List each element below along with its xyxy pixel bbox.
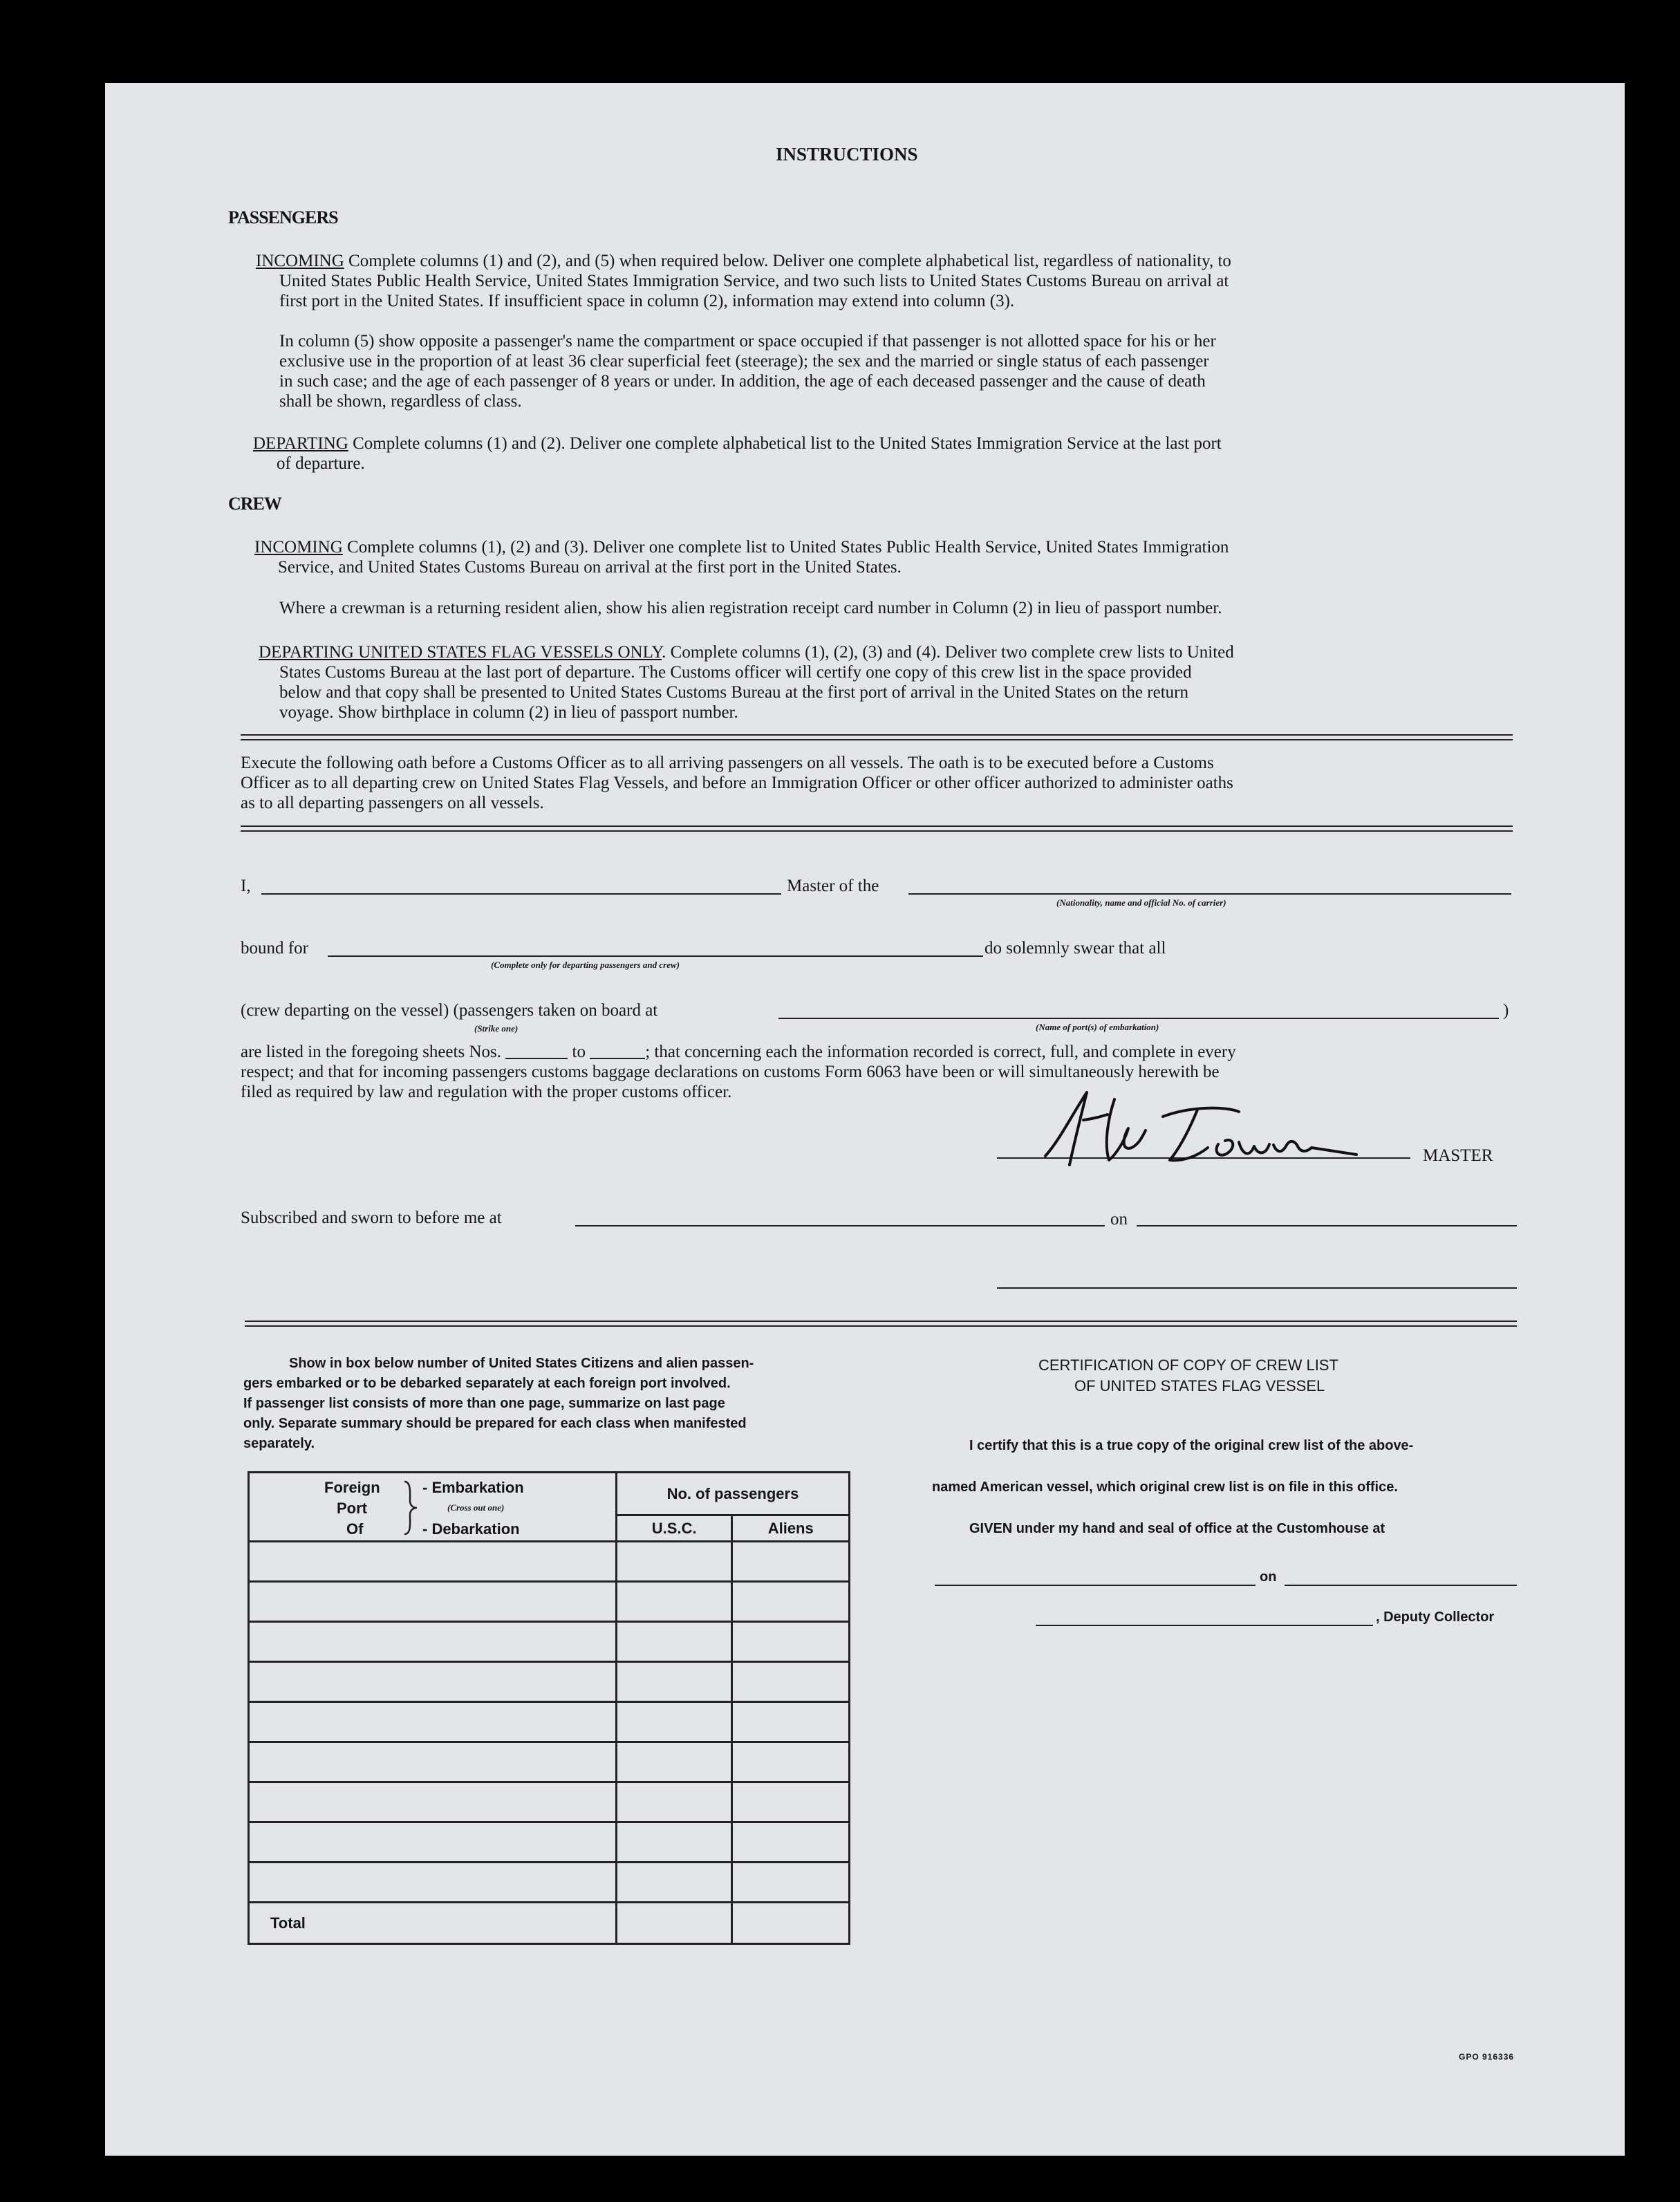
usc-cell[interactable] (616, 1702, 732, 1742)
summary-instructions-line: separately. (243, 1436, 315, 1451)
embarkation-port-field[interactable] (778, 1018, 1499, 1019)
of-label: Of (346, 1520, 364, 1538)
section-divider (241, 825, 1513, 832)
usc-cell[interactable] (616, 1822, 732, 1863)
section-divider (241, 734, 1513, 740)
aliens-header: Aliens (732, 1515, 850, 1542)
crew-departing-line: below and that copy shall be presented to United States Customs Bureau at the first port of arrival in the United States on the return (279, 683, 1188, 702)
crew-departing-label: DEPARTING UNITED STATES FLAG VESSELS ONLY (259, 643, 662, 662)
passenger-summary-table (248, 1471, 850, 1945)
aliens-cell[interactable] (732, 1702, 850, 1742)
carrier-field[interactable] (908, 893, 1511, 895)
summary-instructions-line: If passenger list consists of more than one page, summarize on last page (243, 1396, 725, 1411)
aliens-cell[interactable] (732, 1662, 850, 1702)
oath-instructions-line: as to all departing passengers on all vessels. (241, 794, 544, 812)
sworn-date-field[interactable] (1137, 1225, 1517, 1226)
table-row (249, 1822, 850, 1863)
column5-line: In column (5) show opposite a passenger's name the compartment or space occupied if that passenger is not allotted space for his or her (279, 332, 1216, 351)
sheet-to-label: to (572, 1043, 586, 1061)
certification-on-label: on (1260, 1569, 1277, 1585)
oath-filed-line: filed as required by law and regulation with the proper customs officer. (241, 1083, 732, 1101)
passengers-heading: PASSENGERS (228, 207, 338, 227)
usc-cell[interactable] (616, 1662, 732, 1702)
bound-for-caption: (Complete only for departing passengers and crew) (491, 960, 680, 970)
port-cell[interactable] (249, 1863, 617, 1903)
sworn-on-label: on (1110, 1210, 1128, 1229)
strike-one-caption: (Strike one) (474, 1023, 519, 1034)
form-sheet (105, 83, 1625, 2156)
handwritten-signature (1032, 1079, 1391, 1175)
cross-out-caption: (Cross out one) (447, 1502, 505, 1513)
port-cell[interactable] (249, 1822, 617, 1863)
passengers-departing-label: DEPARTING (253, 434, 348, 453)
master-of-the-label: Master of the (787, 877, 879, 895)
summary-instructions-line: Show in box below number of United States Citizens and alien passen- (289, 1356, 754, 1371)
sheet-from-field[interactable] (505, 1058, 568, 1059)
column5-line: in such case; and the age of each passenger of 8 years or under. In addition, the age of each deceased passenger and the cause of death (279, 372, 1206, 391)
carrier-caption: (Nationality, name and official No. of carrier) (1056, 897, 1226, 908)
passengers-departing-line: of departure. (277, 454, 365, 473)
table-row (249, 1863, 850, 1903)
table-row (249, 1622, 850, 1662)
usc-header: U.S.C. (616, 1515, 732, 1542)
usc-cell[interactable] (616, 1622, 732, 1662)
foreign-label: Foreign (324, 1479, 380, 1496)
debarkation-label: - Debarkation (422, 1520, 520, 1538)
solemnly-swear-text: do solemnly swear that all (984, 939, 1166, 958)
returning-resident-note: Where a crewman is a returning resident alien, show his alien registration receipt card number in Column (2) in lieu of passport number. (279, 599, 1222, 617)
certification-date-field[interactable] (1285, 1585, 1517, 1586)
summary-instructions-line: only. Separate summary should be prepared for each class when manifested (243, 1416, 747, 1431)
foregoing-sheets-continuation: ; that concerning each the information recorded is correct, full, and complete in every (645, 1043, 1236, 1061)
bound-for-field[interactable] (328, 955, 983, 957)
certification-title: CERTIFICATION OF COPY OF CREW LIST (1038, 1356, 1338, 1374)
port-label: Port (337, 1500, 367, 1517)
certify-line: named American vessel, which original crew list is on file in this office. (932, 1480, 1398, 1495)
customhouse-field[interactable] (935, 1585, 1256, 1586)
port-cell[interactable] (249, 1742, 617, 1782)
section-divider (245, 1321, 1517, 1327)
crew-passengers-text: (crew departing on the vessel) (passengers taken on board at (241, 1001, 658, 1020)
passengers-incoming-line: first port in the United States. If insufficient space in column (2), information may extend into column (3). (279, 292, 1015, 310)
table-row (249, 1782, 850, 1822)
column5-line: exclusive use in the proportion of at least 36 clear superficial feet (steerage); the sex and the married or single status of each passenger (279, 352, 1209, 371)
table-row (249, 1582, 850, 1622)
no-passengers-header: No. of passengers (616, 1473, 849, 1515)
table-row (249, 1702, 850, 1742)
summary-instructions-line: gers embarked or to be debarked separately at each foreign port involved. (243, 1376, 731, 1391)
crew-departing-line: voyage. Show birthplace in column (2) in lieu of passport number. (279, 703, 738, 722)
usc-cell[interactable] (616, 1782, 732, 1822)
crew-incoming-line: Service, and United States Customs Bureau on arrival at the first port in the United States. (278, 558, 902, 577)
aliens-cell[interactable] (732, 1822, 850, 1863)
passengers-departing-line: Complete columns (1) and (2). Deliver one complete alphabetical list to the United States Immigration Service at the last port (353, 434, 1222, 453)
embarkation-label: - Embarkation (422, 1479, 524, 1496)
oath-i-label: I, (241, 877, 251, 895)
crew-heading: CREW (228, 494, 281, 514)
foregoing-sheets-label: are listed in the foregoing sheets Nos. (241, 1043, 501, 1061)
port-cell[interactable] (249, 1582, 617, 1622)
port-cell[interactable] (249, 1702, 617, 1742)
table-row (249, 1542, 850, 1582)
sworn-location-field[interactable] (575, 1225, 1105, 1226)
page-title: INSTRUCTIONS (776, 144, 918, 165)
usc-cell[interactable] (616, 1582, 732, 1622)
certification-title: OF UNITED STATES FLAG VESSEL (1074, 1377, 1325, 1394)
oath-instructions-line: Officer as to all departing crew on United States Flag Vessels, and before an Immigration Officer or other officer authorized to administer oaths (241, 774, 1233, 792)
usc-cell[interactable] (616, 1863, 732, 1903)
port-header-cell (249, 1473, 617, 1542)
port-cell[interactable] (249, 1542, 617, 1582)
aliens-cell[interactable] (732, 1542, 850, 1582)
certify-line: I certify that this is a true copy of the original crew list of the above- (969, 1438, 1414, 1453)
crew-departing-line: . Complete columns (1), (2), (3) and (4). Deliver two complete crew lists to United (662, 643, 1234, 662)
crew-departing-line: States Customs Bureau at the last port of departure. The Customs officer will certify one copy of this crew list in the space provided (279, 663, 1192, 682)
foregoing-sheets-text (241, 1041, 1236, 1063)
subscribed-sworn-label: Subscribed and sworn to before me at (241, 1209, 502, 1227)
deputy-collector-label: , Deputy Collector (1376, 1609, 1495, 1625)
officer-signature-field[interactable] (997, 1287, 1517, 1289)
crew-incoming-label: INCOMING (254, 538, 343, 557)
bound-for-label: bound for (241, 939, 308, 958)
passengers-incoming-line: United States Public Health Service, United States Immigration Service, and two such lists to United States Customs Bureau on arrival at (279, 272, 1229, 290)
aliens-cell[interactable] (732, 1782, 850, 1822)
port-cell[interactable] (249, 1782, 617, 1822)
port-cell[interactable] (249, 1662, 617, 1702)
port-cell[interactable] (249, 1622, 617, 1662)
deputy-collector-field[interactable] (1036, 1625, 1373, 1626)
total-row (249, 1903, 850, 1944)
given-line: GIVEN under my hand and seal of office at the Customhouse at (969, 1521, 1385, 1536)
usc-total-cell[interactable] (616, 1903, 732, 1944)
usc-cell[interactable] (616, 1742, 732, 1782)
close-paren: ) (1503, 1001, 1509, 1020)
aliens-cell[interactable] (732, 1863, 850, 1903)
gpo-number: GPO 916336 (1459, 2052, 1515, 2062)
master-name-field[interactable] (261, 893, 781, 895)
aliens-cell[interactable] (732, 1742, 850, 1782)
brace-icon (402, 1480, 418, 1536)
oath-respect-line: respect; and that for incoming passengers customs baggage declarations on customs Form 6063 have been or will simultaneously herewith be (241, 1063, 1220, 1081)
crew-incoming-line: Complete columns (1), (2) and (3). Deliver one complete list to United States Public Health Service, United States Immigration (347, 538, 1229, 557)
table-row (249, 1742, 850, 1782)
aliens-cell[interactable] (732, 1622, 850, 1662)
oath-instructions-line: Execute the following oath before a Customs Officer as to all arriving passengers on all vessels. The oath is to be executed before a Customs (241, 754, 1214, 772)
passengers-incoming-line: Complete columns (1) and (2), and (5) when required below. Deliver one complete alphabetical list, regardless of nationality, to (348, 252, 1231, 270)
aliens-total-cell[interactable] (732, 1903, 850, 1944)
usc-cell[interactable] (616, 1542, 732, 1582)
total-label: Total (249, 1903, 617, 1944)
sheet-to-field[interactable] (590, 1058, 645, 1059)
passengers-incoming-label: INCOMING (256, 252, 344, 270)
aliens-cell[interactable] (732, 1582, 850, 1622)
port-caption: (Name of port(s) of embarkation) (1036, 1022, 1159, 1032)
table-row (249, 1662, 850, 1702)
column5-line: shall be shown, regardless of class. (279, 392, 522, 411)
master-label: MASTER (1423, 1146, 1493, 1165)
